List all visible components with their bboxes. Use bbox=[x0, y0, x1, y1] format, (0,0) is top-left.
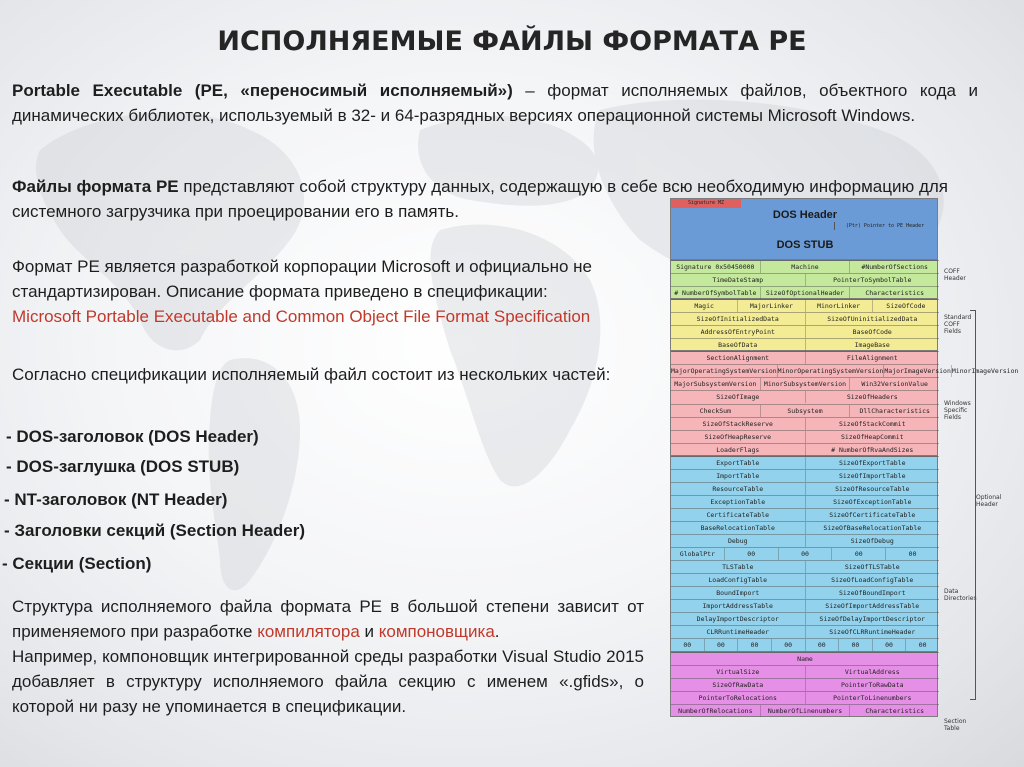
list-item: - Заголовки секций (Section Header) bbox=[4, 521, 305, 540]
pe-field: Characteristics bbox=[849, 287, 939, 299]
pe-field: PointerToRelocations bbox=[698, 693, 777, 702]
standard-fields-block bbox=[670, 299, 938, 351]
pe-field: MinorSubsystemVersion bbox=[760, 378, 850, 390]
pe-field: LoaderFlags bbox=[716, 445, 760, 454]
pe-field: TLSTable bbox=[722, 563, 754, 572]
pe-field: SizeOfBoundImport bbox=[805, 587, 940, 599]
pe-row bbox=[671, 351, 939, 364]
pe-field: BaseOfData bbox=[718, 341, 758, 350]
pe-field: SizeOfCertificateTable bbox=[805, 509, 940, 521]
compiler-link[interactable]: компилятора bbox=[257, 622, 360, 641]
pe-field: SizeOfExportTable bbox=[805, 457, 940, 469]
pe-row bbox=[671, 456, 939, 469]
pe-field: PointerToLinenumbers bbox=[805, 692, 940, 704]
pe-row bbox=[671, 508, 939, 521]
pe-field: Characteristics bbox=[849, 705, 939, 717]
pe-field: FileAlignment bbox=[805, 352, 940, 364]
pe-field: ExceptionTable bbox=[710, 497, 766, 506]
structure-paragraph bbox=[12, 594, 644, 719]
pe-row bbox=[671, 678, 939, 691]
pe-field: SizeOfHeapReserve bbox=[704, 432, 772, 441]
dos-tag: Signature MZ bbox=[671, 199, 741, 208]
pe-field: 00 bbox=[778, 548, 832, 560]
pe-field: ImportTable bbox=[716, 471, 760, 480]
pe-field: Machine bbox=[760, 261, 850, 273]
optional-header-brace bbox=[970, 310, 976, 700]
pe-row bbox=[671, 390, 939, 403]
pe-field: PointerToSymbolTable bbox=[805, 274, 940, 286]
windows-fields-label: Windows Specific Fields bbox=[944, 400, 971, 421]
pe-field: MajorImageVersion bbox=[884, 367, 951, 376]
pe-field: PointerToRawData bbox=[805, 679, 940, 691]
structure-dot: . bbox=[494, 622, 500, 641]
optional-header-label: Optional Header bbox=[976, 494, 1002, 508]
pe-field: MajorOperatingSystemVersion bbox=[671, 367, 777, 376]
pe-field: SectionAlignment bbox=[706, 354, 770, 363]
coff-block bbox=[670, 260, 938, 299]
pe-field: SizeOfOptionalHeader bbox=[760, 287, 850, 299]
pe-field: SizeOfStackReserve bbox=[702, 419, 773, 428]
pe-row bbox=[671, 443, 939, 456]
pe-field: #NumberOfSections bbox=[849, 261, 939, 273]
pe-field: SizeOfImportAddressTable bbox=[805, 600, 940, 612]
pe-field: Name bbox=[797, 654, 813, 663]
pe-row bbox=[671, 273, 939, 286]
spec-link[interactable]: Microsoft Portable Executable and Common Object File Format Specification bbox=[12, 307, 591, 326]
pe-field: VirtualAddress bbox=[805, 666, 940, 678]
pe-field: MajorLinker bbox=[737, 300, 804, 312]
pe-row bbox=[671, 638, 939, 651]
pe-row bbox=[671, 299, 939, 312]
list-item: - Секции (Section) bbox=[2, 554, 152, 573]
dos-pointer: (Ptr) Pointer to PE Header bbox=[834, 222, 935, 230]
pe-row bbox=[671, 325, 939, 338]
pe-field: SizeOfHeapCommit bbox=[805, 431, 940, 443]
pe-field: VirtualSize bbox=[716, 667, 760, 676]
pe-field: MajorSubsystemVersion bbox=[674, 380, 757, 389]
page-title: ИСПОЛНЯЕМЫЕ ФАЙЛЫ ФОРМАТА PE bbox=[217, 26, 807, 57]
spec-intro-paragraph: Согласно спецификации исполняемый файл состоит из нескольких частей: bbox=[12, 365, 611, 384]
pe-field: ResourceTable bbox=[712, 484, 764, 493]
pe-row bbox=[671, 482, 939, 495]
pe-row bbox=[671, 547, 939, 560]
pe-field: Magic bbox=[694, 302, 714, 311]
pe-row bbox=[671, 625, 939, 638]
pe-row bbox=[671, 364, 1019, 377]
pe-row bbox=[671, 404, 939, 417]
linker-link[interactable]: компоновщика bbox=[378, 622, 495, 641]
pe-row bbox=[671, 338, 939, 351]
pe-field: SizeOfDebug bbox=[805, 535, 940, 547]
data-directories-block bbox=[670, 456, 938, 652]
pe-field: # NumberOfRvaAndSizes bbox=[805, 444, 940, 456]
pe-field: 00 bbox=[831, 548, 885, 560]
pe-row bbox=[671, 586, 939, 599]
pe-row bbox=[671, 430, 939, 443]
structure-example-text: Например, компоновщик интегрированной среды разработки Visual Studio 2015 добавляет в структуру исполняемого файла секцию с именем «.gfids», о которой ни разу не упоминается в спецификации. bbox=[12, 647, 644, 716]
pe-field: NumberOfLinenumbers bbox=[760, 705, 850, 717]
pe-row bbox=[671, 286, 939, 299]
dos-header-label: DOS Header bbox=[772, 209, 838, 221]
pe-field: SizeOfLoadConfigTable bbox=[805, 574, 940, 586]
pe-field: SizeOfDelayImportDescriptor bbox=[805, 613, 940, 625]
list-item: - NT-заголовок (NT Header) bbox=[4, 490, 228, 509]
pe-field: BaseOfCode bbox=[805, 326, 940, 338]
pe-row bbox=[671, 573, 939, 586]
pe-row bbox=[671, 521, 939, 534]
pe-field: ImageBase bbox=[805, 339, 940, 351]
pe-field: DllCharacteristics bbox=[849, 405, 939, 417]
pe-row bbox=[671, 652, 939, 665]
pe-field: SizeOfInitializedData bbox=[696, 315, 779, 324]
structure-text: Структура исполняемого файла формата PE в большой степени зависит от применяемого при разработке bbox=[12, 597, 644, 641]
coff-header-label: COFF Header bbox=[944, 268, 966, 282]
pe-field: MinorLinker bbox=[805, 300, 872, 312]
pe-field: NumberOfRelocations bbox=[678, 706, 753, 715]
pe-field: SizeOfCode bbox=[872, 300, 939, 312]
pe-field: CertificateTable bbox=[706, 510, 770, 519]
pe-structure-diagram bbox=[670, 198, 1019, 763]
pe-field: SizeOfImage bbox=[716, 393, 760, 402]
pe-field: SizeOfTLSTable bbox=[805, 561, 940, 573]
pe-row bbox=[671, 560, 939, 573]
pe-field: ImportAddressTable bbox=[702, 602, 773, 611]
pe-field: Win32VersionValue bbox=[849, 378, 939, 390]
pe-field: Subsystem bbox=[760, 405, 850, 417]
pe-field: SizeOfHeaders bbox=[805, 391, 940, 403]
pe-field: 00 bbox=[737, 639, 771, 651]
pe-field: 00 bbox=[724, 548, 778, 560]
pe-field: MinorOperatingSystemVersion bbox=[777, 367, 884, 376]
pe-field: # NumberOfSymbolTable bbox=[674, 289, 757, 298]
pe-row bbox=[671, 665, 939, 678]
pe-field: SizeOfImportTable bbox=[805, 470, 940, 482]
pe-field: 00 bbox=[704, 639, 738, 651]
pe-field: LoadConfigTable bbox=[708, 576, 768, 585]
list-item: - DOS-заголовок (DOS Header) bbox=[6, 427, 259, 446]
pe-field: TimeDateStamp bbox=[712, 276, 764, 285]
standard-coff-label: Standard COFF Fields bbox=[944, 314, 972, 335]
pe-field: DelayImportDescriptor bbox=[696, 615, 779, 624]
microsoft-text: Формат PE является разработкой корпорации Microsoft и официально не стандартизирован. Описание формата приведено в спецификации: bbox=[12, 257, 592, 301]
pe-field: 00 bbox=[771, 639, 805, 651]
microsoft-paragraph bbox=[12, 254, 644, 329]
pe-row bbox=[671, 312, 939, 325]
pe-field: GlobalPtr bbox=[679, 550, 716, 559]
pe-files-text: представляют собой структуру данных, содержащую в себе всю необходимую информацию для системного загрузчика при проецировании его в память. bbox=[12, 177, 948, 221]
pe-field: CheckSum bbox=[699, 406, 731, 415]
pe-field: SizeOfExceptionTable bbox=[805, 496, 940, 508]
pe-field: MinorImageVersion bbox=[951, 367, 1019, 376]
pe-field: CLRRuntimeHeader bbox=[706, 628, 770, 637]
pe-row bbox=[671, 599, 939, 612]
pe-field: 00 bbox=[805, 639, 839, 651]
pe-row bbox=[671, 691, 939, 704]
data-directories-label: Data Directories bbox=[944, 588, 977, 602]
pe-row bbox=[671, 260, 939, 273]
pe-field: BoundImport bbox=[716, 589, 760, 598]
pe-field: 00 bbox=[872, 639, 906, 651]
pe-field: Signature 0x50450000 bbox=[676, 263, 755, 271]
pe-row bbox=[671, 612, 939, 625]
pe-field: SizeOfRawData bbox=[712, 680, 764, 689]
pe-row bbox=[671, 495, 939, 508]
section-table-block bbox=[670, 652, 938, 717]
pe-field: SizeOfResourceTable bbox=[805, 483, 940, 495]
intro-term: Portable Executable (PE, «переносимый исполняемый») bbox=[12, 81, 513, 100]
pe-field: AddressOfEntryPoint bbox=[700, 328, 775, 337]
intro-paragraph bbox=[12, 78, 978, 128]
pe-field: ExportTable bbox=[716, 458, 760, 467]
pe-field: 00 bbox=[838, 639, 872, 651]
structure-and: и bbox=[359, 622, 379, 641]
pe-field: 00 bbox=[683, 641, 692, 650]
pe-field: SizeOfCLRRuntimeHeader bbox=[805, 626, 940, 638]
pe-field: SizeOfStackCommit bbox=[805, 418, 940, 430]
pe-field: BaseRelocationTable bbox=[700, 524, 775, 532]
list-item: - DOS-заглушка (DOS STUB) bbox=[6, 457, 240, 476]
pe-row bbox=[671, 704, 939, 717]
dos-stub-label: DOS STUB bbox=[776, 239, 834, 251]
intro-text: – формат исполняемых файлов, объектного кода и динамических библиотек, используемый в 32- и 64-разрядных версиях операционной системы Microsoft Windows. bbox=[12, 81, 978, 125]
pe-row bbox=[671, 534, 939, 547]
pe-field: Debug bbox=[727, 537, 748, 546]
pe-field: SizeOfUninitializedData bbox=[805, 313, 940, 325]
pe-field: SizeOfBaseRelocationTable bbox=[805, 522, 940, 534]
pe-field: 00 bbox=[905, 639, 939, 651]
section-table-label: Section Table bbox=[944, 718, 967, 732]
pe-row bbox=[671, 469, 939, 482]
dos-header-block bbox=[670, 198, 938, 260]
pe-row bbox=[671, 417, 939, 430]
pe-field: 00 bbox=[885, 548, 939, 560]
pe-row bbox=[671, 377, 939, 390]
pe-files-term: Файлы формата PE bbox=[12, 177, 179, 196]
